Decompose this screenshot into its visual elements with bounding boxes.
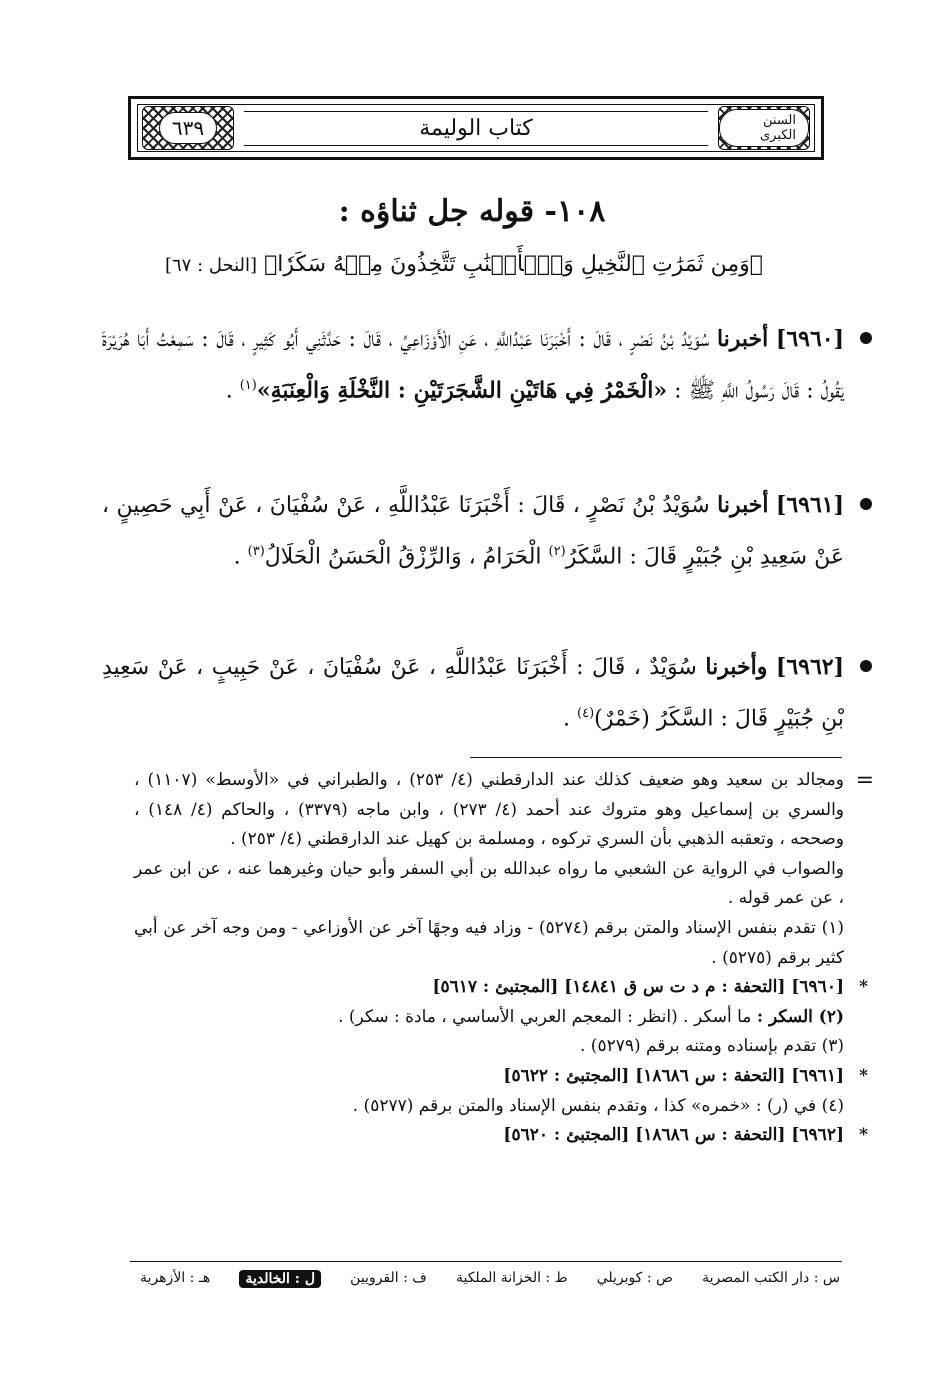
bullet-icon [860,660,872,672]
footnote-ref: (٣) [247,544,265,559]
hadith-number: [٦٩٦٠] [775,326,844,352]
footnote-2 [134,1003,844,1033]
footnote-3: (٣) تقدم بإسناده ومتنه برقم (٥٢٧٩) . [579,1036,844,1057]
footnote-ref: (١) [239,378,257,393]
footer-divider [130,1261,842,1262]
page-number: ٦٣٩ [159,112,217,144]
hadith-text-2: الْحَرَامُ ، وَالرِّزْقُ الْحَسَنُ الْحَلَالُ [264,544,549,570]
footnote-4: (٤) في (ر) : «خمره» كذا ، وتقدم بنفس الإسناد والمتن برقم (٥٢٧٧) . [352,1095,844,1116]
section-heading: ١٠٨- قوله جل ثناؤه : [338,194,606,229]
footnote-divider [470,757,842,758]
bullet-icon [860,498,872,510]
footnote-continuation-2: والصواب في الرواية عن الشعبي ما رواه عبدالله بن أبي السفر وأبو حيان وغيرهما عنه ، عن ابن عمر ، عن عمر قوله . [134,858,844,909]
key-fa: ف : القرويين [350,1270,427,1286]
footnote-2-head: (٢) السكر : [756,1006,844,1027]
book-emblem: السنن الكبرى [719,109,809,147]
hadith-6960 [102,316,844,414]
key-lam: ل : الخالدية [239,1270,321,1288]
hadith-text: سُوَيْدُ بْنُ نَصْرٍ ، قَالَ : أَخْبَرَنَا عَبْدُاللَّهِ ، عَنِ الْأَوْزَاعِيِّ ، قَالَ : حَدَّثَنِي أَبُو كَثِيرٍ ، قَالَ : سَمِعْتُ أَبَا هُرَيْرَةَ يَقُولُ : قَالَ رَسُولُ اللَّهِ ﷺ : [102,327,844,404]
key-sad: ص : كوبريلي [596,1270,673,1286]
hadith-end: . [225,378,240,404]
verse-text: ﴿وَمِن ثَمَرَٰتِ ٱلنَّخِيلِ وَٱلۡأَعۡنَٰبِ تَتَّخِذُونَ مِنۡهُ سَكَرٗا﴾ [264,252,764,277]
hadith-end: . [233,544,248,570]
hadith-end: . [563,706,578,732]
hadith-quote: «الْخَمْرُ فِي هَاتَيْنِ الشَّجَرَتَيْنِ : النَّخْلَةِ وَالْعِنَبَةِ» [256,377,668,404]
takhrij-6960: * [٦٩٦٠] [التحفة : م د ت س ق ١٤٨٤١] [المجتبئ : ٥٦١٧] [134,973,844,1003]
footnote-1: (١) تقدم بنفس الإسناد والمتن برقم (٥٢٧٤) - وزاد فيه وجهًا آخر عن الأوزاعي - ومن وجه آخر عن أبي كثير برقم (٥٢٧٥) . [134,917,844,968]
key-ha: هـ : الأزهرية [140,1270,211,1286]
page-number-ornament [142,106,234,150]
hadith-text: سُوَيْدُ بْنُ نَصْرٍ ، قَالَ : أَخْبَرَنَا عَبْدُاللَّهِ ، عَنْ سُفْيَانَ ، عَنْ أَبِي حَصِينٍ ، عَنْ سَعِيدِ بْنِ جُبَيْرٍ قَالَ : السَّكَرُ [102,493,844,570]
hadith-lead: أخبرنا [717,492,769,518]
manuscript-key [140,1270,840,1288]
book-emblem-ornament [718,106,810,150]
footnote-ref: (٤) [577,706,595,721]
takhrij-6962: * [٦٩٦٢] [التحفة : س ١٨٦٨٦] [المجتبئ : ٥٦٢٠] [134,1121,844,1151]
hadith-number: [٦٩٦٢] [775,654,845,680]
hadith-6962 [102,644,844,742]
continuation-mark: = [855,768,874,793]
footnote-continuation: ومجالد بن سعيد وهو ضعيف كذلك عند الدارقطني (٤/ ٢٥٣) ، والطبراني في «الأوسط» (١١٠٧) ، والسري بن إسماعيل وهو متروك عند أحمد (٤/ ٢٧٣) ، وابن ماجه (٣٣٧٩) ، والحاكم (٤/ ١٤٨) ، وصححه ، وتعقبه الذهبي بأن السري تركوه ، ومسلمة بن كهيل عند الدارقطني (٤/ ٢٥٣) . [134,770,844,850]
verse-reference: [النحل : ٦٧] [164,255,258,276]
hadith-lead: وأخبرنا [705,654,768,680]
quran-verse [114,252,814,277]
bullet-icon [860,332,872,344]
chapter-title: كتاب الوليمة [244,111,708,146]
footnote-2-body: ما أسكر . (انظر : المعجم العربي الأساسي ، مادة : سكر) . [338,1006,757,1027]
key-ta: ط : الخزانة الملكية [455,1270,568,1286]
hadith-lead: أخبرنا [716,326,769,352]
key-s: س : دار الكتب المصرية [702,1270,840,1286]
page-header [128,96,824,160]
takhrij-6961: * [٦٩٦١] [التحفة : س ١٨٦٨٦] [المجتبئ : ٥٦٢٢] [134,1062,844,1092]
hadith-6961 [102,482,844,580]
hadith-text: سُوَيْدٌ ، قَالَ : أَخْبَرَنَا عَبْدُاللَّهِ ، عَنْ سُفْيَانَ ، عَنْ حَبِيبٍ ، عَنْ سَعِيدِ بْنِ جُبَيْرٍ قَالَ : السَّكَرُ (خَمْرٌ) [102,655,844,732]
hadith-number: [٦٩٦١] [775,492,844,518]
footnote-ref: (٢) [548,544,566,559]
footnotes [134,766,874,1151]
